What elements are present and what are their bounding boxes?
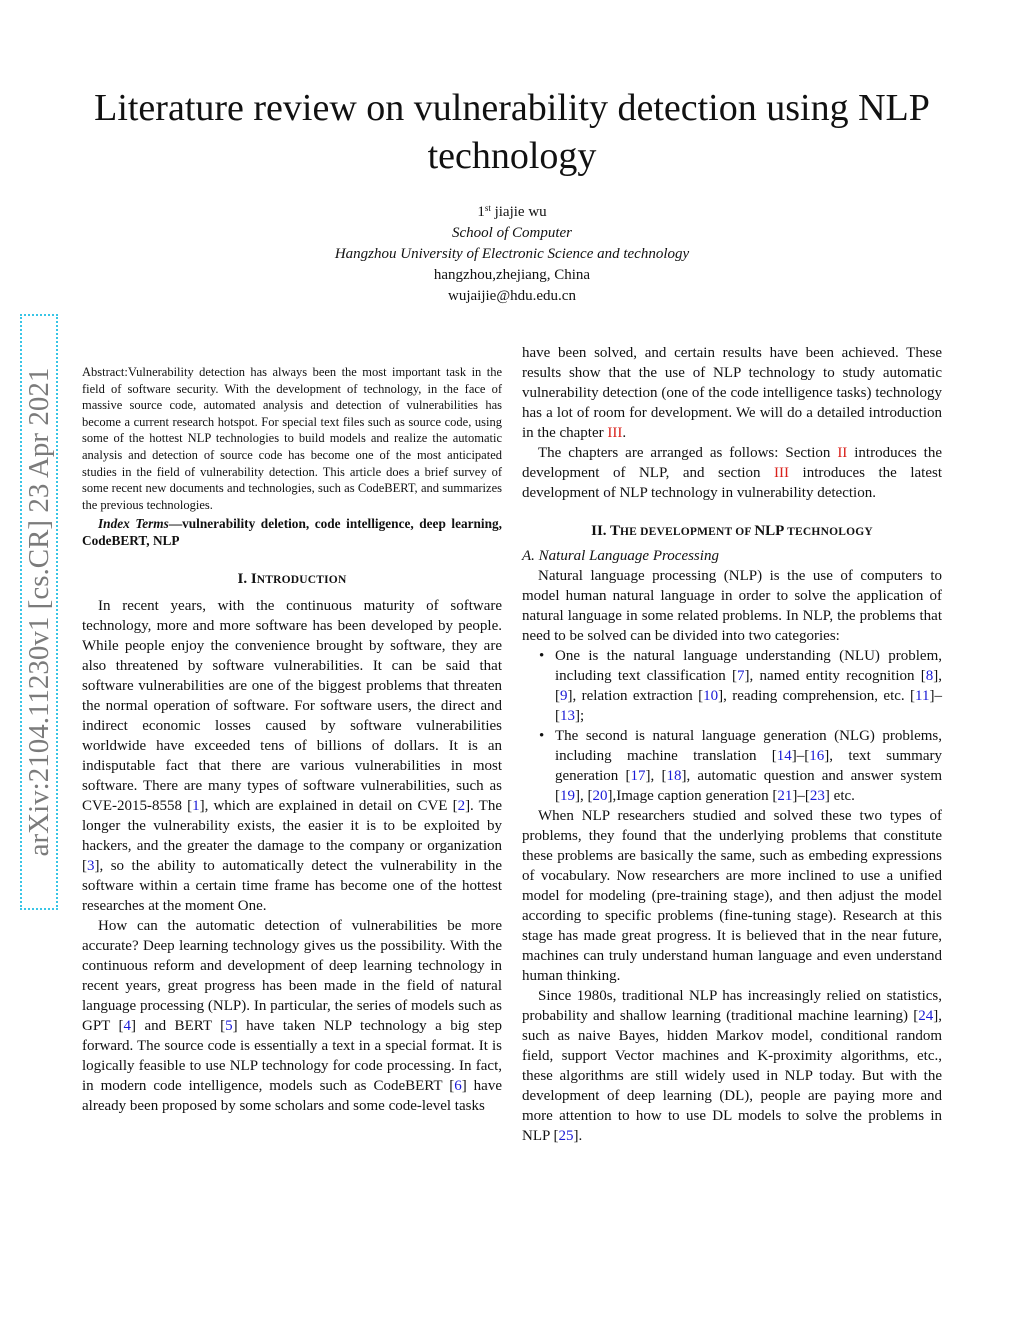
index-terms xyxy=(82,515,502,549)
text-run: ], [ xyxy=(575,788,593,804)
section-title-rest: TECHNOLOGY xyxy=(784,526,873,538)
section-number: I. xyxy=(237,571,251,588)
citation-link[interactable]: 5 xyxy=(225,1018,233,1035)
index-terms-label: Index Terms xyxy=(98,516,169,532)
citation-link[interactable]: 11 xyxy=(915,688,930,704)
section-heading-nlp-development xyxy=(522,521,942,542)
section-title-rest: NTRODUCTION xyxy=(256,574,347,587)
citation-link[interactable]: 18 xyxy=(666,768,682,784)
text-run: ] and BERT [ xyxy=(131,1018,226,1035)
arxiv-stamp[interactable]: arXiv:2104.11230v1 [cs.CR] 23 Apr 2021 xyxy=(23,367,55,857)
text-run: ]. xyxy=(573,1128,583,1144)
citation-link[interactable]: 7 xyxy=(737,668,745,684)
unified-model-paragraph: When NLP researchers studied and solved these two types of problems, they found that the underlying problems that constitute these problems are basically the same, such as embeding expressions of vocabulary. Now researchers are more inclined to use a unified model for modeling (pre-training stage), and then adjust the model according to specific problems (fine-tuning stage). Research at this stage has made great progress. It is believed that in the near future, machines can truly understand human language and even understand human thinking. xyxy=(522,808,942,984)
text-run: ], relation extraction [ xyxy=(567,688,704,704)
section-ref-link[interactable]: III xyxy=(774,465,790,481)
author-line xyxy=(200,202,824,223)
list-item-nlg xyxy=(522,726,942,806)
author-block xyxy=(200,202,824,307)
subsection-heading-nlp: A. Natural Language Processing xyxy=(522,548,719,564)
citation-link[interactable]: 23 xyxy=(809,788,825,804)
author-location: hangzhou,zhejiang, China xyxy=(433,267,591,283)
author-email[interactable]: wujaijie@hdu.edu.cn xyxy=(448,288,576,304)
citation-link[interactable]: 20 xyxy=(592,788,608,804)
citation-link[interactable]: 10 xyxy=(703,688,719,704)
section-ref-link[interactable]: II xyxy=(837,445,848,461)
text-run: introduces the latest development of NLP technology in vulnerability detection. xyxy=(522,465,942,501)
section-initial: I xyxy=(250,571,257,588)
text-run: ], named entity recognition [ xyxy=(744,668,926,684)
citation-link[interactable]: 13 xyxy=(560,708,575,724)
text-run: ]–[ xyxy=(555,688,942,724)
text-run: ], which are explained in detail on CVE [ xyxy=(199,798,458,815)
text-run: The second is natural language generation (NLG) problems, including machine translation [ xyxy=(555,728,942,764)
intro-paragraph-2 xyxy=(82,916,502,1116)
section-title-rest: HE DEVELOPMENT OF xyxy=(620,526,755,538)
section-title-nlp: NLP xyxy=(754,523,785,539)
citation-link[interactable]: 2 xyxy=(457,798,466,815)
citation-link[interactable]: 19 xyxy=(560,788,575,804)
affiliation-university: Hangzhou University of Electronic Science and technology xyxy=(334,246,690,262)
citation-link[interactable]: 9 xyxy=(560,688,568,704)
text-run: Since 1980s, traditional NLP has increasingly relied on statistics, probability and shallow learning (traditional machine learning) [ xyxy=(522,988,942,1024)
chapters-paragraph xyxy=(522,443,942,503)
text-run: ]–[ xyxy=(791,748,810,764)
author-name: jiajie wu xyxy=(494,204,547,220)
text-run: introduces the development of NLP, and section xyxy=(522,445,942,481)
citation-link[interactable]: 1 xyxy=(192,798,200,815)
citation-link[interactable]: 3 xyxy=(87,858,95,875)
citation-link[interactable]: 8 xyxy=(925,668,934,684)
text-run: ], such as naive Bayes, hidden Markov model, conditional random field, support Vector machines and K-proximity algorithms, etc., these algorithms are still widely used in NLP today. But with the development of deep learning (DL), people are paying more and more attention to how to use DL models to solve the problems in NLP [ xyxy=(522,1008,942,1144)
text-run: ] have taken NLP technology a big step forward. The source code is essentially a text in a special format. It is logically feasible to use NLP technology for code processing. In fact, in modern code intelligence, models such as CodeBERT [ xyxy=(82,1018,503,1095)
section-ref-link[interactable]: III xyxy=(607,425,623,441)
citation-link[interactable]: 25 xyxy=(558,1128,574,1144)
text-run: The chapters are arranged as follows: Section xyxy=(538,445,838,461)
citation-link[interactable]: 6 xyxy=(454,1078,462,1095)
text-run: ] etc. xyxy=(824,788,855,804)
text-run: ], [ xyxy=(645,768,667,784)
text-run: How can the automatic detection of vulnerabilities be more accurate? Deep learning technology gives us the possibility. With the continuous reform and development of deep learning technology in recent years, great progress has been made in the field of natural language processing (NLP). In particular, the series of models such as GPT [ xyxy=(82,918,502,1035)
text-run: ]–[ xyxy=(792,788,810,804)
citation-link[interactable]: 17 xyxy=(630,768,646,784)
index-terms-text: —vulnerability deletion, code intelligence, deep learning, CodeBERT, NLP xyxy=(82,516,502,549)
citation-link[interactable]: 14 xyxy=(776,748,792,764)
citation-link[interactable]: 16 xyxy=(809,748,825,764)
nlp-paragraph: Natural language processing (NLP) is the use of computers to model human natural language in order to solve the application of natural language in some related problems. In NLP, the problems that need to be solved can be divided into two categories: xyxy=(522,568,942,644)
author-ordinal-sup: st xyxy=(484,203,491,213)
text-run: ], reading comprehension, etc. [ xyxy=(718,688,916,704)
text-run: have been solved, and certain results have been achieved. These results show that the use of NLP technology to study automatic vulnerability detection (one of the code intelligence tasks) technology has a lot of room for development. We will do a detailed introduction in the chapter xyxy=(522,345,942,441)
section-heading-introduction xyxy=(82,569,502,590)
text-run: ] have already been proposed by some scholars and some code-level tasks xyxy=(82,1078,502,1115)
abstract: Abstract:Vulnerability detection has always been the most important task in the field of software security. With the development of technology, in the face of massive source code, automated analysis and detection of vulnerabilities has become a current research hotspot. For special text files such as source code, using some of the hottest NLP technologies to build models and realize the automatic analysis and detection of source code has become one of the most anticipated studies in the field of vulnerability detection. This article does a brief survey of some recent new documents and technologies, such as CodeBERT, and summarizes the previous technologies. xyxy=(82,365,502,512)
intro-continuation xyxy=(522,343,942,443)
intro-paragraph-1 xyxy=(82,596,502,916)
author-ordinal: 1 xyxy=(477,204,485,220)
paper-title: Literature review on vulnerability detection using NLP technology xyxy=(94,87,930,177)
left-column xyxy=(82,364,502,1116)
affiliation-school: School of Computer xyxy=(452,225,572,241)
citation-link[interactable]: 4 xyxy=(123,1018,132,1035)
text-run: . xyxy=(622,425,627,441)
citation-link[interactable]: 21 xyxy=(777,788,793,804)
text-run: ],Image caption generation [ xyxy=(607,788,778,804)
text-run: One is the natural language understanding (NLU) problem, including text classification [ xyxy=(555,648,942,684)
text-run: ]; xyxy=(575,708,585,724)
citation-link[interactable]: 24 xyxy=(918,1008,934,1024)
text-run: In recent years, with the continuous maturity of software technology, more and more software has been developed by people. While people enjoy the convenience brought by software, they are also threatened by software vulnerabilities. It can be said that software vulnerabilities are one of the biggest problems that threaten the normal operation of software. For software users, the direct and indirect economic losses caused by software vulnerabilities worldwide have exceeded tens of billions of dollars. It is an indisputable fact that there are various vulnerabilities in most software. There are many types of software vulnerabilities, such as CVE-2015-8558 [ xyxy=(82,598,502,815)
nlp-categories-list xyxy=(522,646,942,806)
list-item-nlu xyxy=(522,646,942,726)
traditional-nlp-paragraph xyxy=(522,986,942,1146)
text-run: ], text summary generation [ xyxy=(555,748,942,784)
text-run: ], automatic question and answer system [ xyxy=(555,768,942,804)
section-number: II. xyxy=(591,523,611,539)
text-run: ], so the ability to automatically detect the vulnerability in the software within a certain time frame has become one of the hottest researches at the moment One. xyxy=(82,858,502,915)
text-run: ], [ xyxy=(555,668,942,704)
section-initial: T xyxy=(610,523,621,539)
right-column xyxy=(522,343,942,1146)
text-run: ]. The longer the vulnerability exists, the easier it is to be exploited by hackers, and the greater the damage to the company or organization [ xyxy=(82,798,502,875)
